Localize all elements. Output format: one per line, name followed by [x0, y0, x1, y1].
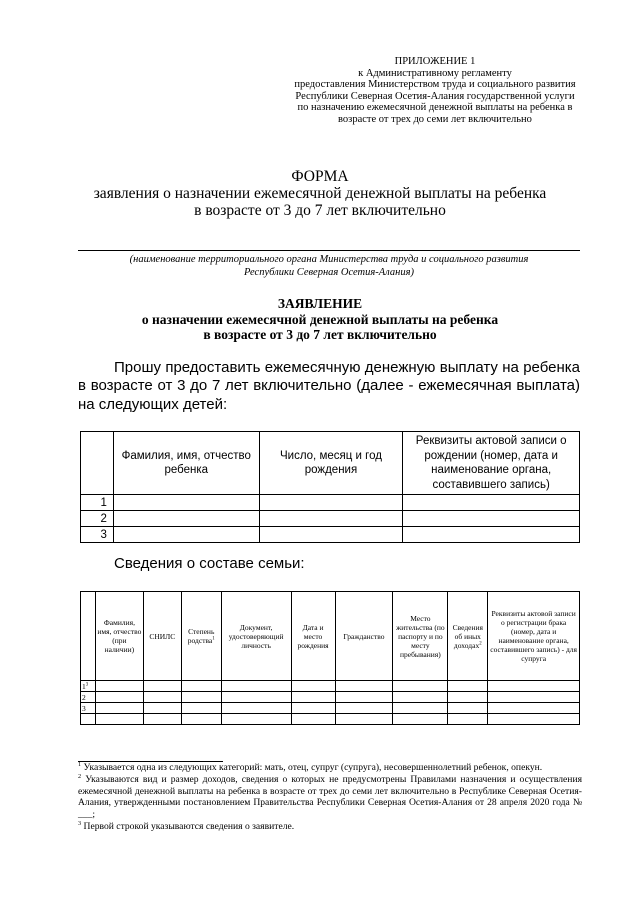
header-cell: Гражданство — [335, 592, 393, 681]
family-cell[interactable] — [291, 692, 335, 703]
header-cell: Фамилия, имя, отчество (при наличии) — [95, 592, 143, 681]
footnote-text: Указываются вид и размер доходов, сведения о которых не предусмотрены Правилами назначения и осуществления ежемесячной денежной выплаты на ребенка в возрасте от трех до семи лет включительно в Республике Северная Осетия-Алания, утвержденными постановлением Правительства Республики Северная Осетия-Алания от 28 апреля 2020 года № ___; — [78, 773, 582, 821]
family-cell[interactable] — [181, 681, 221, 692]
appendix-line: ПРИЛОЖЕНИЕ 1 — [394, 56, 476, 67]
family-cell[interactable] — [393, 692, 448, 703]
footnote-ref: 1 — [212, 636, 215, 642]
header-cell — [81, 592, 96, 681]
authority-caption-line: Республики Северная Осетия-Алания) — [244, 266, 414, 278]
family-cell[interactable] — [488, 714, 580, 725]
appendix-line: предоставления Министерством труда и социального развития — [294, 79, 576, 91]
table-row — [81, 681, 580, 692]
family-cell[interactable] — [335, 714, 393, 725]
form-title — [60, 168, 580, 219]
table-row — [81, 703, 580, 714]
row-number-text: 1 — [82, 681, 86, 691]
request-text: Прошу предоставить ежемесячную денежную выплату на ребенка в возрасте от 3 до 7 лет включительно (далее - ежемесячная выплата) на следующих детей: — [78, 359, 580, 413]
statement-title-line: в возрасте от 3 до 7 лет включительно — [203, 327, 437, 342]
family-cell[interactable] — [181, 703, 221, 714]
header-cell: Дата и место рождения — [291, 592, 335, 681]
child-record-cell[interactable] — [403, 511, 580, 527]
footnote-ref: 2 — [479, 641, 482, 646]
footnotes — [78, 762, 582, 833]
family-cell[interactable] — [488, 681, 580, 692]
table-row — [81, 692, 580, 703]
row-number — [81, 714, 96, 725]
child-record-cell[interactable] — [403, 495, 580, 511]
child-record-cell[interactable] — [403, 527, 580, 543]
row-number: 2 — [81, 511, 114, 527]
footnote — [78, 774, 582, 821]
form-title-line: заявления о назначении ежемесячной денежной выплаты на ребенка — [93, 185, 547, 202]
family-cell[interactable] — [488, 692, 580, 703]
appendix-header — [270, 56, 600, 126]
statement-title-line: о назначении ежемесячной денежной выплаты на ребенка — [141, 311, 499, 327]
authority-caption — [78, 254, 580, 279]
child-name-cell[interactable] — [113, 527, 259, 543]
appendix-line: Республики Северная Осетия-Алания государственной услуги — [295, 90, 575, 102]
appendix-line: к Административному регламенту — [358, 67, 512, 79]
header-cell: СНИЛС — [143, 592, 181, 681]
header-cell: Место жительства (по паспорту и по месту пребывания) — [393, 592, 448, 681]
family-cell[interactable] — [335, 681, 393, 692]
family-cell[interactable] — [221, 703, 291, 714]
family-table-header — [81, 592, 580, 681]
header-text: Сведения об иных доходах — [452, 622, 483, 650]
table-row — [81, 495, 580, 511]
row-number: 1 — [81, 495, 114, 511]
family-cell[interactable] — [95, 681, 143, 692]
child-name-cell[interactable] — [113, 511, 259, 527]
family-cell[interactable] — [143, 703, 181, 714]
statement-title-line: ЗАЯВЛЕНИЕ — [277, 296, 363, 311]
child-name-cell[interactable] — [113, 495, 259, 511]
appendix-line: возрасте от трех до семи лет включительно — [338, 113, 532, 125]
family-cell[interactable] — [143, 692, 181, 703]
family-section-label: Сведения о составе семьи: — [114, 555, 305, 572]
family-cell[interactable] — [448, 703, 488, 714]
child-birthdate-cell[interactable] — [259, 511, 403, 527]
header-text: Степень родства — [187, 627, 215, 645]
header-cell: Число, месяц и год рождения — [259, 432, 403, 495]
family-cell[interactable] — [143, 681, 181, 692]
child-birthdate-cell[interactable] — [259, 495, 403, 511]
header-cell: Документ, удостоверяющий личность — [221, 592, 291, 681]
row-number — [81, 681, 96, 692]
family-cell[interactable] — [221, 714, 291, 725]
family-cell[interactable] — [393, 681, 448, 692]
footnote — [78, 821, 582, 833]
table-row — [81, 511, 580, 527]
table-row — [81, 527, 580, 543]
footnote-mark: 1 — [78, 760, 82, 768]
header-cell: Реквизиты актовой записи о регистрации брака (номер, дата и наименование органа, составившего запись) - для супруга — [488, 592, 580, 681]
family-cell[interactable] — [335, 692, 393, 703]
family-cell[interactable] — [393, 714, 448, 725]
header-cell-income — [448, 592, 488, 681]
row-number: 3 — [81, 527, 114, 543]
footnote-mark: 3 — [78, 819, 82, 827]
footnote-text: Первой строкой указываются сведения о заявителе. — [83, 820, 295, 832]
children-table-header — [81, 432, 580, 495]
authority-fill-line[interactable] — [78, 250, 580, 251]
family-cell[interactable] — [291, 714, 335, 725]
child-birthdate-cell[interactable] — [259, 527, 403, 543]
family-cell[interactable] — [393, 703, 448, 714]
row-number: 3 — [81, 703, 96, 714]
form-title-line: в возрасте от 3 до 7 лет включительно — [194, 202, 446, 219]
family-cell[interactable] — [448, 681, 488, 692]
family-cell[interactable] — [221, 681, 291, 692]
family-cell[interactable] — [95, 692, 143, 703]
family-cell[interactable] — [143, 714, 181, 725]
family-cell[interactable] — [291, 703, 335, 714]
row-number: 2 — [81, 692, 96, 703]
request-paragraph — [78, 359, 580, 414]
authority-caption-line: (наименование территориального органа Министерства труда и социального развития — [129, 254, 529, 265]
header-cell: Фамилия, имя, отчество ребенка — [113, 432, 259, 495]
family-cell[interactable] — [335, 703, 393, 714]
family-cell[interactable] — [448, 714, 488, 725]
table-row — [81, 714, 580, 725]
header-cell: Реквизиты актовой записи о рождении (номер, дата и наименование органа, составившего запись) — [403, 432, 580, 495]
children-table — [80, 431, 580, 543]
header-cell-kinship — [181, 592, 221, 681]
footnote — [78, 762, 582, 774]
appendix-line: по назначению ежемесячной денежной выплаты на ребенка в — [297, 102, 573, 114]
family-cell[interactable] — [181, 714, 221, 725]
family-cell[interactable] — [488, 703, 580, 714]
family-cell[interactable] — [181, 692, 221, 703]
family-cell[interactable] — [291, 681, 335, 692]
family-cell[interactable] — [221, 692, 291, 703]
header-cell — [81, 432, 114, 495]
footnote-text: Указывается одна из следующих категорий: мать, отец, супруг (супруга), несовершеннолетний ребенок, опекун. — [83, 762, 543, 773]
family-table — [80, 591, 580, 725]
footnote-ref: 3 — [85, 682, 89, 687]
family-cell[interactable] — [448, 692, 488, 703]
statement-title — [60, 296, 580, 343]
family-cell[interactable] — [95, 714, 143, 725]
form-title-line: ФОРМА — [291, 168, 349, 185]
family-cell[interactable] — [95, 703, 143, 714]
footnote-mark: 2 — [78, 772, 82, 780]
